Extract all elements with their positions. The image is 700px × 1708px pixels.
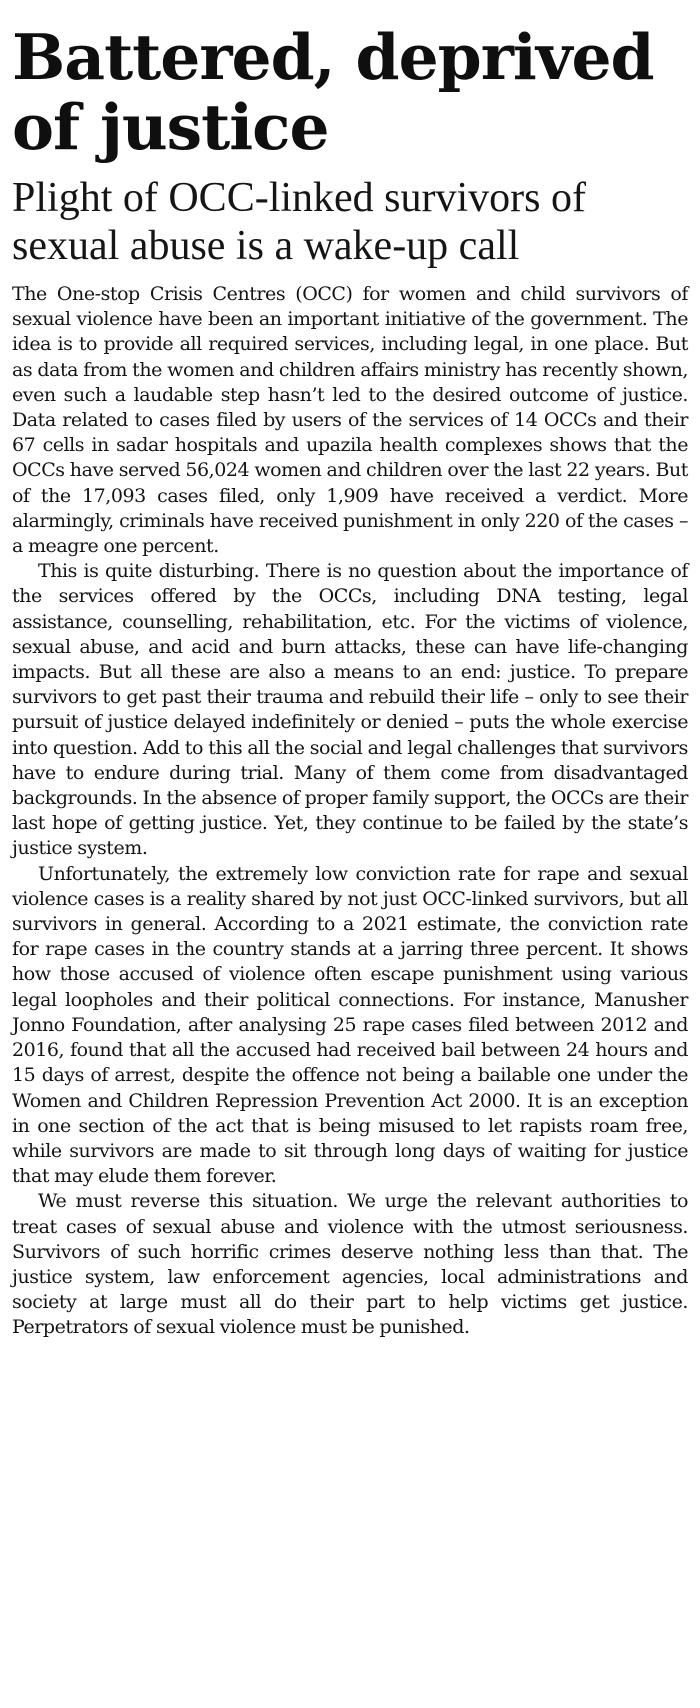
subheadline: Plight of OCC-linked survivors of sexual abuse is a wake-up call xyxy=(12,175,586,269)
headline: Battered, deprived of justice xyxy=(12,20,654,164)
article-body xyxy=(12,282,688,1341)
paragraph-1: The One-stop Crisis Centres (OCC) for women and child survivors of sexual violence have been an important initiative of the government. The idea is to provide all required services, including legal, in one place. But as data from the women and children affairs ministry has recently shown, even such a laudable step hasn’t led to the desired outcome of justice. Data related to cases filed by users of the services of 14 OCCs and their 67 cells in sadar hospitals and upazila health complexes shows that the OCCs have served 56,024 women and children over the last 22 years. But of the 17,093 cases filed, only 1,909 have received a verdict. More alarmingly, criminals have received punishment in only 220 of the cases – a meagre one percent. xyxy=(12,283,688,558)
paragraph-2: This is quite disturbing. There is no question about the importance of the services offered by the OCCs, including DNA testing, legal assistance, counselling, rehabilitation, etc. For the victims of violence, sexual abuse, and acid and burn attacks, these can have life-changing impacts. But all these are also a means to an end: justice. To prepare survivors to get past their trauma and rebuild their life – only to see their pursuit of justice delayed indefinitely or denied – puts the whole exercise into question. Add to this all the social and legal challenges that survivors have to endure during trial. Many of them come from disadvantaged backgrounds. In the absence of proper family support, the OCCs are their last hope of getting justice. Yet, they continue to be failed by the state’s justice system. xyxy=(12,560,688,860)
paragraph-4: We must reverse this situation. We urge the relevant authorities to treat cases of sexual abuse and violence with the utmost seriousness. Survivors of such horrific crimes deserve nothing less than that. The justice system, law enforcement agencies, local administrations and society at large must all do their part to help victims get justice. Perpetrators of sexual violence must be punished. xyxy=(12,1190,688,1339)
paragraph-3: Unfortunately, the extremely low conviction rate for rape and sexual violence cases is a reality shared by not just OCC-linked survivors, but all survivors in general. According to a 2021 estimate, the conviction rate for rape cases in the country stands at a jarring three percent. It shows how those accused of violence often escape punishment using various legal loopholes and their political connections. For instance, Manusher Jonno Foundation, after analysing 25 rape cases filed between 2012 and 2016, found that all the accused had received bail between 24 hours and 15 days of arrest, despite the offence not being a bailable one under the Women and Children Repression Prevention Act 2000. It is an exception in one section of the act that is being misused to let rapists roam free, while survivors are made to sit through long days of waiting for justice that may elude them forever. xyxy=(12,862,688,1188)
